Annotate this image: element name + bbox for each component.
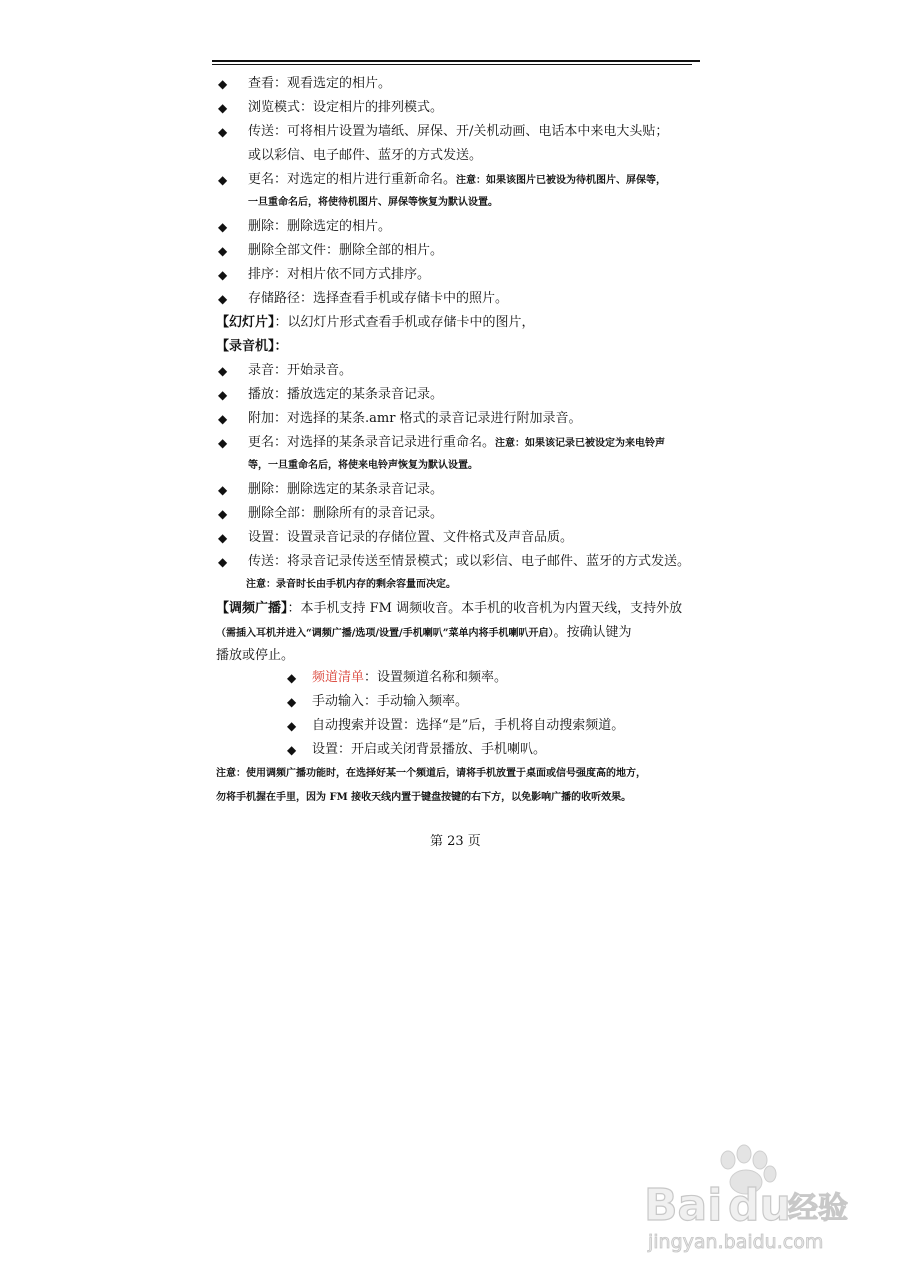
diamond-bullet-icon: ◆ [218, 436, 228, 450]
watermark-brand-2: du [728, 1180, 791, 1231]
page-number: 第 23 页 [430, 834, 481, 849]
list-item: 录音：开始录音。 [248, 363, 353, 378]
list-item: 传送：将录音记录传送至情景模式；或以彩信、电子邮件、蓝牙的方式发送。 [248, 554, 691, 569]
list-item: 传送：可将相片设置为墙纸、屏保、开/关机动画、电话本中来电大头贴； [248, 124, 669, 139]
watermark-cn: 经验 [788, 1191, 848, 1226]
diamond-bullet-icon: ◆ [218, 412, 228, 426]
list-item: 设置：设置录音记录的存储位置、文件格式及声音品质。 [248, 530, 574, 545]
diamond-bullet-icon: ◆ [218, 483, 228, 497]
list-item [248, 172, 666, 189]
diamond-bullet-icon: ◆ [218, 388, 228, 402]
watermark-brand: Bai [644, 1180, 723, 1231]
diamond-bullet-icon: ◆ [218, 268, 228, 282]
list-item-continuation: 或以彩信、电子邮件、蓝牙的方式发送。 [248, 148, 483, 163]
section-heading: 【幻灯片】 [216, 315, 275, 330]
section-text: ：本手机支持 FM 调频收音。本手机的收音机为内置天线，支持外放 [287, 601, 683, 616]
section-heading: 【调频广播】 [216, 601, 288, 616]
recorder-section [216, 339, 288, 355]
list-item [312, 670, 507, 686]
diamond-bullet-icon: ◆ [218, 220, 228, 234]
list-item: 浏览模式：设定相片的排列模式。 [248, 100, 444, 115]
diamond-bullet-icon: ◆ [287, 695, 297, 709]
diamond-bullet-icon: ◆ [287, 743, 297, 757]
list-item-label: 更名：对选择的某条录音记录进行重命名。 [248, 435, 496, 450]
section-heading: 【录音机】 [216, 339, 275, 354]
list-item: 手动输入：手动输入频率。 [312, 694, 469, 709]
baidu-watermark [640, 1140, 880, 1260]
final-note-line: 勿将手机握在手里，因为 FM 接收天线内置于键盘按键的右下方，以免影响广播的收听效果。 [216, 792, 632, 803]
header-rule-thin [212, 64, 692, 65]
list-item: 查看：观看选定的相片。 [248, 76, 392, 91]
watermark-url: jingyan.baidu.com [648, 1231, 824, 1253]
slideshow-section [216, 315, 535, 331]
recorder-note: 注意：录音时长由手机内存的剩余容量而决定。 [246, 579, 456, 590]
inline-note: 注意：如果该图片已被设为待机图片、屏保等， [456, 175, 667, 186]
fm-section [216, 601, 682, 617]
list-item: 存储路径：选择查看手机或存储卡中的照片。 [248, 291, 509, 306]
section-colon: ： [274, 339, 288, 354]
diamond-bullet-icon: ◆ [218, 101, 228, 115]
fm-section-line2 [216, 625, 631, 642]
fm-section-line3: 播放或停止。 [216, 648, 295, 663]
list-item: 删除全部文件：删除全部的相片。 [248, 243, 444, 258]
final-note-line: 注意：使用调频广播功能时，在选择好某一个频道后，请将手机放置于桌面或信号强度高的地方， [216, 768, 646, 779]
inline-note-continuation: 等，一旦重命名后，将使来电铃声恢复为默认设置。 [248, 460, 478, 471]
section-text: ：以幻灯片形式查看手机或存储卡中的图片， [274, 315, 535, 330]
diamond-bullet-icon: ◆ [218, 125, 228, 139]
inline-note-continuation: 一旦重命名后，将使待机图片、屏保等恢复为默认设置。 [248, 197, 498, 208]
list-item-label: 更名：对选定的相片进行重新命名。 [248, 172, 457, 187]
list-item: 删除：删除选定的相片。 [248, 219, 392, 234]
list-item: 附加：对选择的某条.amr 格式的录音记录进行附加录音。 [248, 411, 582, 426]
diamond-bullet-icon: ◆ [218, 173, 228, 187]
list-item: 播放：播放选定的某条录音记录。 [248, 387, 444, 402]
highlight-term: 频道清单 [312, 670, 365, 685]
diamond-bullet-icon: ◆ [218, 531, 228, 545]
diamond-bullet-icon: ◆ [218, 364, 228, 378]
diamond-bullet-icon: ◆ [218, 555, 228, 569]
diamond-bullet-icon: ◆ [218, 507, 228, 521]
list-item: 设置：开启或关闭背景播放、手机喇叭。 [312, 742, 547, 757]
diamond-bullet-icon: ◆ [218, 244, 228, 258]
list-item [248, 435, 665, 452]
diamond-bullet-icon: ◆ [287, 719, 297, 733]
header-rule-thick [212, 60, 700, 62]
list-item-label: ：设置频道名称和频率。 [364, 670, 508, 685]
list-item: 自动搜索并设置：选择“是”后，手机将自动搜索频道。 [312, 718, 625, 733]
diamond-bullet-icon: ◆ [218, 77, 228, 91]
list-item: 删除：删除选定的某条录音记录。 [248, 482, 444, 497]
diamond-bullet-icon: ◆ [218, 292, 228, 306]
list-item: 排序：对相片依不同方式排序。 [248, 267, 431, 282]
inline-note: （需插入耳机并进入“调频广播/选项/设置/手机喇叭”菜单内将手机喇叭开启） [216, 628, 554, 639]
inline-note: 注意：如果该记录已被设定为来电铃声 [495, 438, 666, 449]
list-item: 删除全部：删除所有的录音记录。 [248, 506, 444, 521]
diamond-bullet-icon: ◆ [287, 671, 297, 685]
section-text: 。按确认键为 [553, 625, 632, 640]
